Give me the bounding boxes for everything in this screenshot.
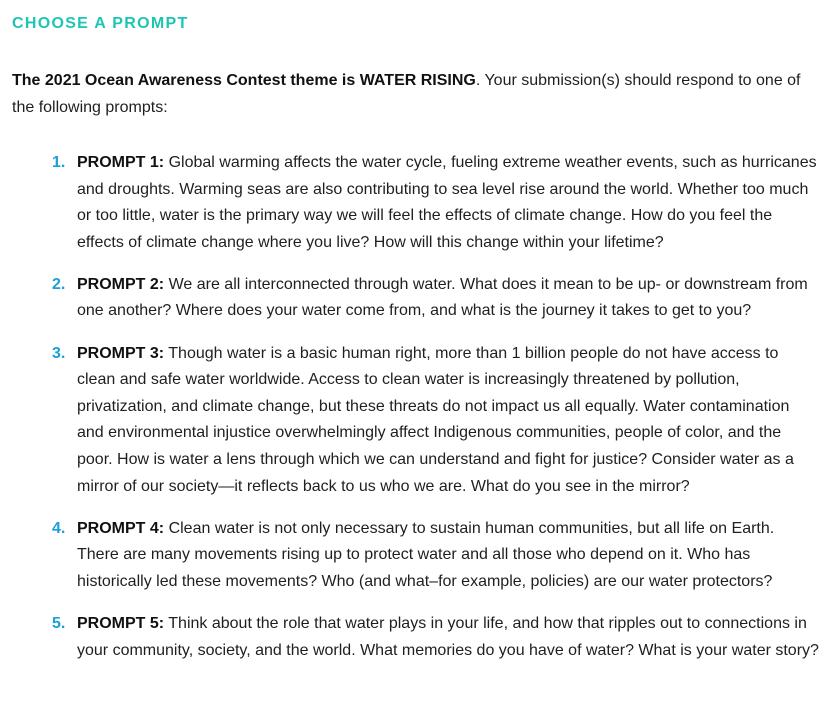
prompt-label: PROMPT 3: — [77, 344, 165, 362]
prompt-text: Think about the role that water plays in your life, and how that ripples out to connections in your community, society, and the world. What memories do you have of water? What is your water story? — [77, 614, 819, 659]
prompt-item-2 — [0, 272, 838, 325]
prompt-item-5 — [0, 611, 838, 664]
prompt-label: PROMPT 2: — [77, 275, 165, 293]
intro-paragraph — [12, 68, 822, 121]
prompt-text: Clean water is not only necessary to sustain human communities, but all life on Earth. There are many movements rising up to protect water and all those who depend on it. Who has historically led these movements? Who (and what–for example, policies) are our water protectors? — [77, 519, 775, 590]
intro-text: . Your submission(s) should respond to one of the following prompts: — [12, 72, 801, 116]
prompt-item-3 — [0, 341, 838, 501]
prompt-number: 2. — [52, 275, 66, 293]
prompt-text: We are all interconnected through water. What does it mean to be up- or downstream from one another? Where does your water come from, and what is the journey it takes to get to you? — [77, 275, 808, 320]
prompt-item-4 — [0, 516, 838, 596]
prompt-label: PROMPT 1: — [77, 154, 165, 171]
section-heading: CHOOSE A PROMPT — [12, 15, 189, 32]
prompt-number: 1. — [52, 154, 66, 171]
prompt-item-1 — [0, 150, 838, 256]
prompt-text: Global warming affects the water cycle, fueling extreme weather events, such as hurricanes and droughts. Warming seas are also contributing to sea level rise around the world. Whether too much or too little, water is the primary way we will feel the effects of climate change. How do you feel the effects of climate change where you live? How will this change within your lifetime? — [77, 154, 817, 251]
intro-theme-bold: The 2021 Ocean Awareness Contest theme is WATER RISING — [12, 72, 476, 89]
prompt-number: 3. — [52, 344, 66, 362]
prompt-text: Though water is a basic human right, more than 1 billion people do not have access to clean and safe water worldwide. Access to clean water is increasingly threatened by pollution, privatization, and climate change, but these threats do not impact us all equally. Water contamination and environmental injustice overwhelmingly affect Indigenous communities, people of color, and the poor. How is water a lens through which we can understand and fight for justice? Consider water as a mirror of our society—it reflects back to us who we are. What do you see in the mirror? — [77, 344, 794, 495]
prompt-label: PROMPT 5: — [77, 614, 165, 632]
prompt-list — [0, 150, 838, 680]
prompt-label: PROMPT 4: — [77, 519, 165, 537]
prompt-number: 5. — [52, 614, 66, 632]
prompt-number: 4. — [52, 519, 66, 537]
